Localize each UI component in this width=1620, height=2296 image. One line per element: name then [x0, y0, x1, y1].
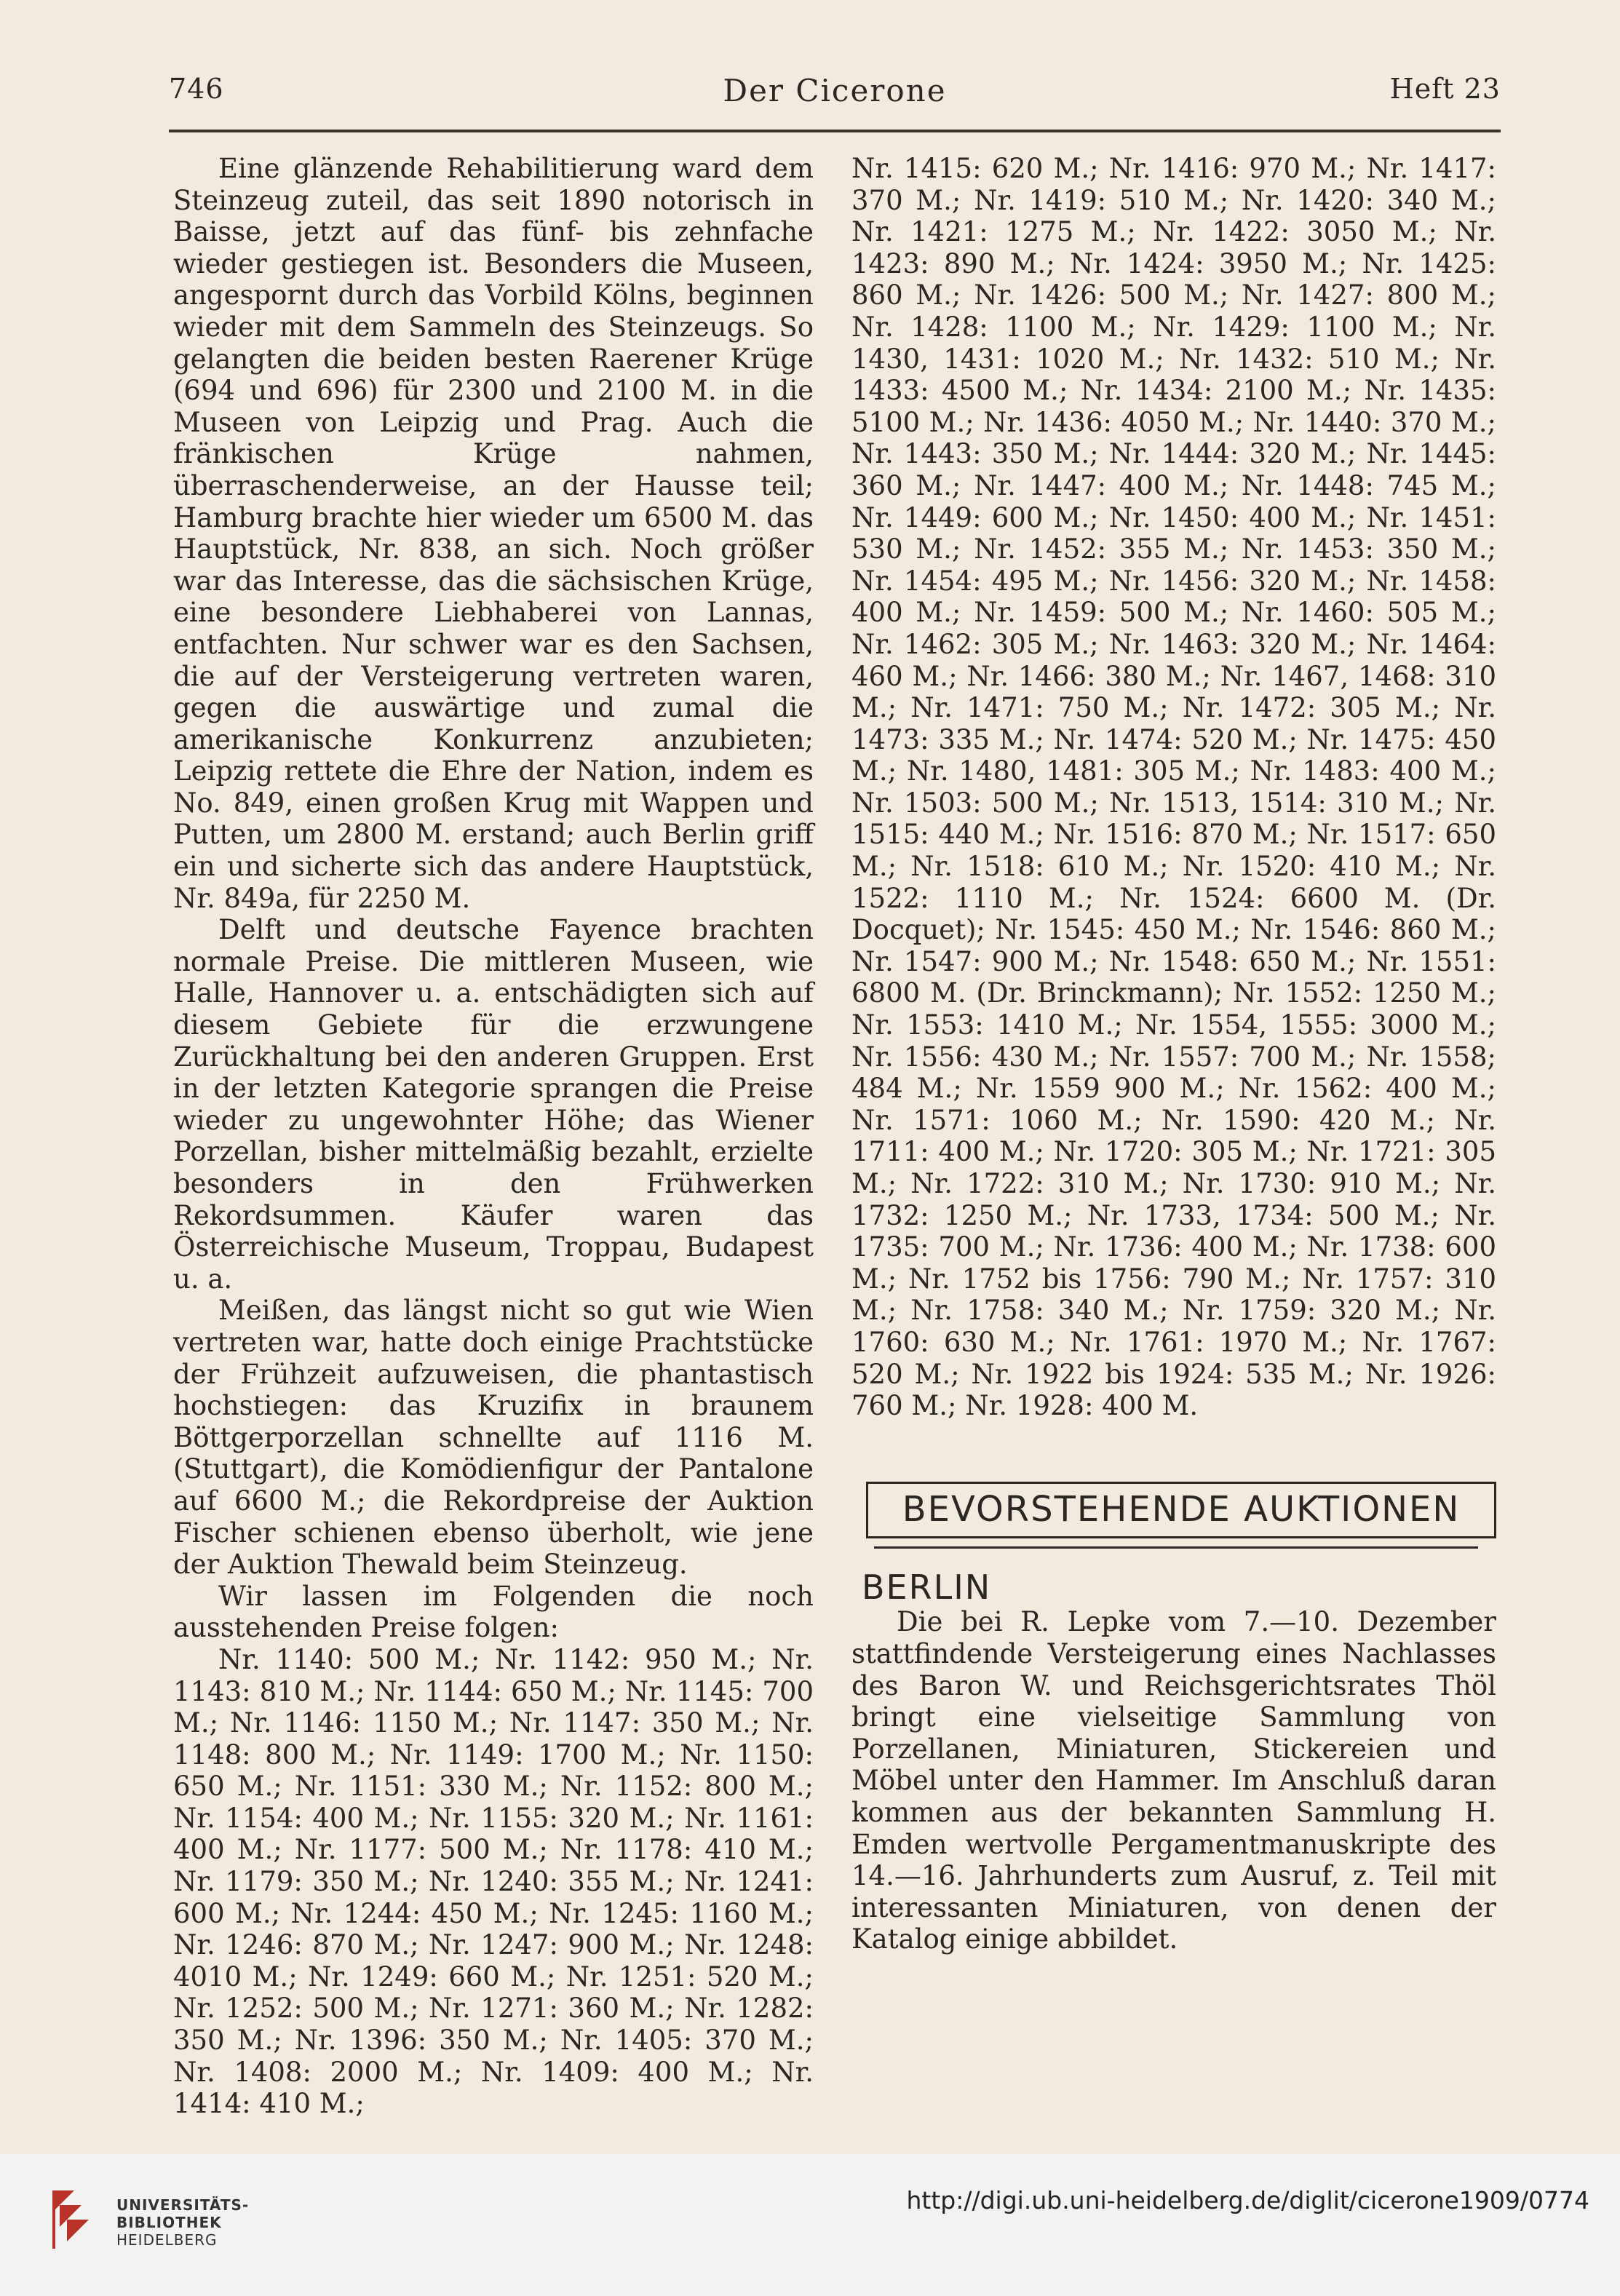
paragraph-berlin: Die bei R. Lepke vom 7.—10. Dezember stattfindende Versteigerung eines Nachlasses des Baron W. und Reichsgerichtsrates Thöl bringt eine vielseitige Sammlung von Porzellanen, Miniaturen, Stickereien und Möbel unter den Hammer. Im Anschluß daran kommen aus der bekannten Sammlung H. Emden wertvolle Pergamentmanuskripte des 14.—16. Jahrhunderts zum Ausruf, z. Teil mit interessanten Miniaturen, von denen der Katalog einige abbildet.: [851, 1606, 1496, 1955]
digitization-footer: [0, 2154, 1620, 2296]
issue-number: Heft 23: [1389, 73, 1501, 105]
right-column: [851, 153, 1496, 1955]
paragraph-intro-prices: Wir lassen im Folgenden die noch ausstehenden Preise folgen:: [173, 1580, 814, 1644]
university-library-logo-icon: [45, 2183, 96, 2256]
section-heading-box: [866, 1482, 1496, 1538]
city-heading: BERLIN: [862, 1567, 992, 1607]
journal-title: Der Cicerone: [723, 73, 947, 108]
paragraph-delft: Delft und deutsche Fayence brachten normale Preise. Die mittleren Museen, wie Halle, Hannover u. a. entschädigten sich auf diesem Gebiete für die erzwungene Zurückhaltung bei den anderen Gruppen. Erst in der letzten Kategorie sprangen die Preise wieder zu ungewohnter Höhe; das Wiener Porzellan, bisher mittelmäßig bezahlt, erzielte besonders in den Frühwerken Rekordsummen. Käufer waren das Österreichische Museum, Troppau, Budapest u. a.: [173, 914, 814, 1295]
price-list-part-2: Nr. 1415: 620 M.; Nr. 1416: 970 M.; Nr. 1417: 370 M.; Nr. 1419: 510 M.; Nr. 1420: 340 M.; Nr. 1421: 1275 M.; Nr. 1422: 3050 M.; Nr. 1423: 890 M.; Nr. 1424: 3950 M.; Nr. 1425: 860 M.; Nr. 1426: 500 M.; Nr. 1427: 800 M.; Nr. 1428: 1100 M.; Nr. 1429: 1100 M.; Nr. 1430, 1431: 1020 M.; Nr. 1432: 510 M.; Nr. 1433: 4500 M.; Nr. 1434: 2100 M.; Nr. 1435: 5100 M.; Nr. 1436: 4050 M.; Nr. 1440: 370 M.; Nr. 1443: 350 M.; Nr. 1444: 320 M.; Nr. 1445: 360 M.; Nr. 1447: 400 M.; Nr. 1448: 745 M.; Nr. 1449: 600 M.; Nr. 1450: 400 M.; Nr. 1451: 530 M.; Nr. 1452: 355 M.; Nr. 1453: 350 M.; Nr. 1454: 495 M.; Nr. 1456: 320 M.; Nr. 1458: 400 M.; Nr. 1459: 500 M.; Nr. 1460: 505 M.; Nr. 1462: 305 M.; Nr. 1463: 320 M.; Nr. 1464: 460 M.; Nr. 1466: 380 M.; Nr. 1467, 1468: 310 M.; Nr. 1471: 750 M.; Nr. 1472: 305 M.; Nr. 1473: 335 M.; Nr. 1474: 520 M.; Nr. 1475: 450 M.; Nr. 1480, 1481: 305 M.; Nr. 1483: 400 M.; Nr. 1503: 500 M.; Nr. 1513, 1514: 310 M.; Nr. 1515: 440 M.; Nr. 1516: 870 M.; Nr. 1517: 650 M.; Nr. 1518: 610 M.; Nr. 1520: 410 M.; Nr. 1522: 1110 M.; Nr. 1524: 6600 M. (Dr. Docquet); Nr. 1545: 450 M.; Nr. 1546: 860 M.; Nr. 1547: 900 M.; Nr. 1548: 650 M.; Nr. 1551: 6800 M. (Dr. Brinckmann); Nr. 1552: 1250 M.; Nr. 1553: 1410 M.; Nr. 1554, 1555: 3000 M.; Nr. 1556: 430 M.; Nr. 1557: 700 M.; Nr. 1558; 484 M.; Nr. 1559 900 M.; Nr. 1562: 400 M.; Nr. 1571: 1060 M.; Nr. 1590: 420 M.; Nr. 1711: 400 M.; Nr. 1720: 305 M.; Nr. 1721: 305 M.; Nr. 1722: 310 M.; Nr. 1730: 910 M.; Nr. 1732: 1250 M.; Nr. 1733, 1734: 500 M.; Nr. 1735: 700 M.; Nr. 1736: 400 M.; Nr. 1738: 600 M.; Nr. 1752 bis 1756: 790 M.; Nr. 1757: 310 M.; Nr. 1758: 340 M.; Nr. 1759: 320 M.; Nr. 1760: 630 M.; Nr. 1761: 1970 M.; Nr. 1767: 520 M.; Nr. 1922 bis 1924: 535 M.; Nr. 1926: 760 M.; Nr. 1928: 400 M.: [851, 153, 1496, 1422]
paragraph-meissen: Meißen, das längst nicht so gut wie Wien vertreten war, hatte doch einige Prachtstücke der Frühzeit aufzuweisen, die phantastisch hochstiegen: das Kruzifix in braunem Böttgerporzellan schnellte auf 1116 M. (Stuttgart), die Komödienfigur der Pantalone auf 6600 M.; die Rekordpreise der Auktion Fischer schienen ebenso überholt, wie jene der Auktion Thewald beim Steinzeug.: [173, 1295, 814, 1581]
source-url-link[interactable]: http://digi.ub.uni-heidelberg.de/diglit/cicerone1909/0774: [906, 2186, 1589, 2214]
paragraph-steinzeug: Eine glänzende Rehabilitierung ward dem Steinzeug zuteil, das seit 1890 notorisch in Baisse, jetzt auf das fünf- bis zehnfache wieder gestiegen ist. Besonders die Museen, angespornt durch das Vorbild Kölns, beginnen wieder mit dem Sammeln des Steinzeugs. So gelangten die beiden besten Raerener Krüge (694 und 696) für 2300 und 2100 M. in die Museen von Leipzig und Prag. Auch die fränkischen Krüge nahmen, überraschenderweise, an der Hausse teil; Hamburg brachte hier wieder um 6500 M. das Hauptstück, Nr. 838, an sich. Noch größer war das Interesse, das die sächsischen Krüge, eine besondere Liebhaberei von Lannas, entfachten. Nur schwer war es den Sachsen, die auf der Versteigerung vertreten waren, gegen die auswärtige und zumal die amerikanische Konkurrenz anzubieten; Leipzig rettete die Ehre der Nation, indem es No. 849, einen großen Krug mit Wappen und Putten, um 2800 M. erstand; auch Berlin griff ein und sicherte sich das andere Hauptstück, Nr. 849a, für 2250 M.: [173, 153, 814, 914]
left-column: [173, 153, 814, 2120]
library-name: UNIVERSITÄTS- BIBLIOTHEK HEIDELBERG: [116, 2196, 250, 2249]
price-list-part-1: Nr. 1140: 500 M.; Nr. 1142: 950 M.; Nr. 1143: 810 M.; Nr. 1144: 650 M.; Nr. 1145: 700 M.; Nr. 1146: 1150 M.; Nr. 1147: 350 M.; Nr. 1148: 800 M.; Nr. 1149: 1700 M.; Nr. 1150: 650 M.; Nr. 1151: 330 M.; Nr. 1152: 800 M.; Nr. 1154: 400 M.; Nr. 1155: 320 M.; Nr. 1161: 400 M.; Nr. 1177: 500 M.; Nr. 1178: 410 M.; Nr. 1179: 350 M.; Nr. 1240: 355 M.; Nr. 1241: 600 M.; Nr. 1244: 450 M.; Nr. 1245: 1160 M.; Nr. 1246: 870 M.; Nr. 1247: 900 M.; Nr. 1248: 4010 M.; Nr. 1249: 660 M.; Nr. 1251: 520 M.; Nr. 1252: 500 M.; Nr. 1271: 360 M.; Nr. 1282: 350 M.; Nr. 1396: 350 M.; Nr. 1405: 370 M.; Nr. 1408: 2000 M.; Nr. 1409: 400 M.; Nr. 1414: 410 M.;: [173, 1643, 814, 2120]
header-rule: [169, 130, 1501, 132]
page-number: 746: [169, 73, 224, 105]
section-heading: BEVORSTEHENDE AUKTIONEN: [902, 1488, 1461, 1530]
running-head: [169, 67, 1501, 125]
